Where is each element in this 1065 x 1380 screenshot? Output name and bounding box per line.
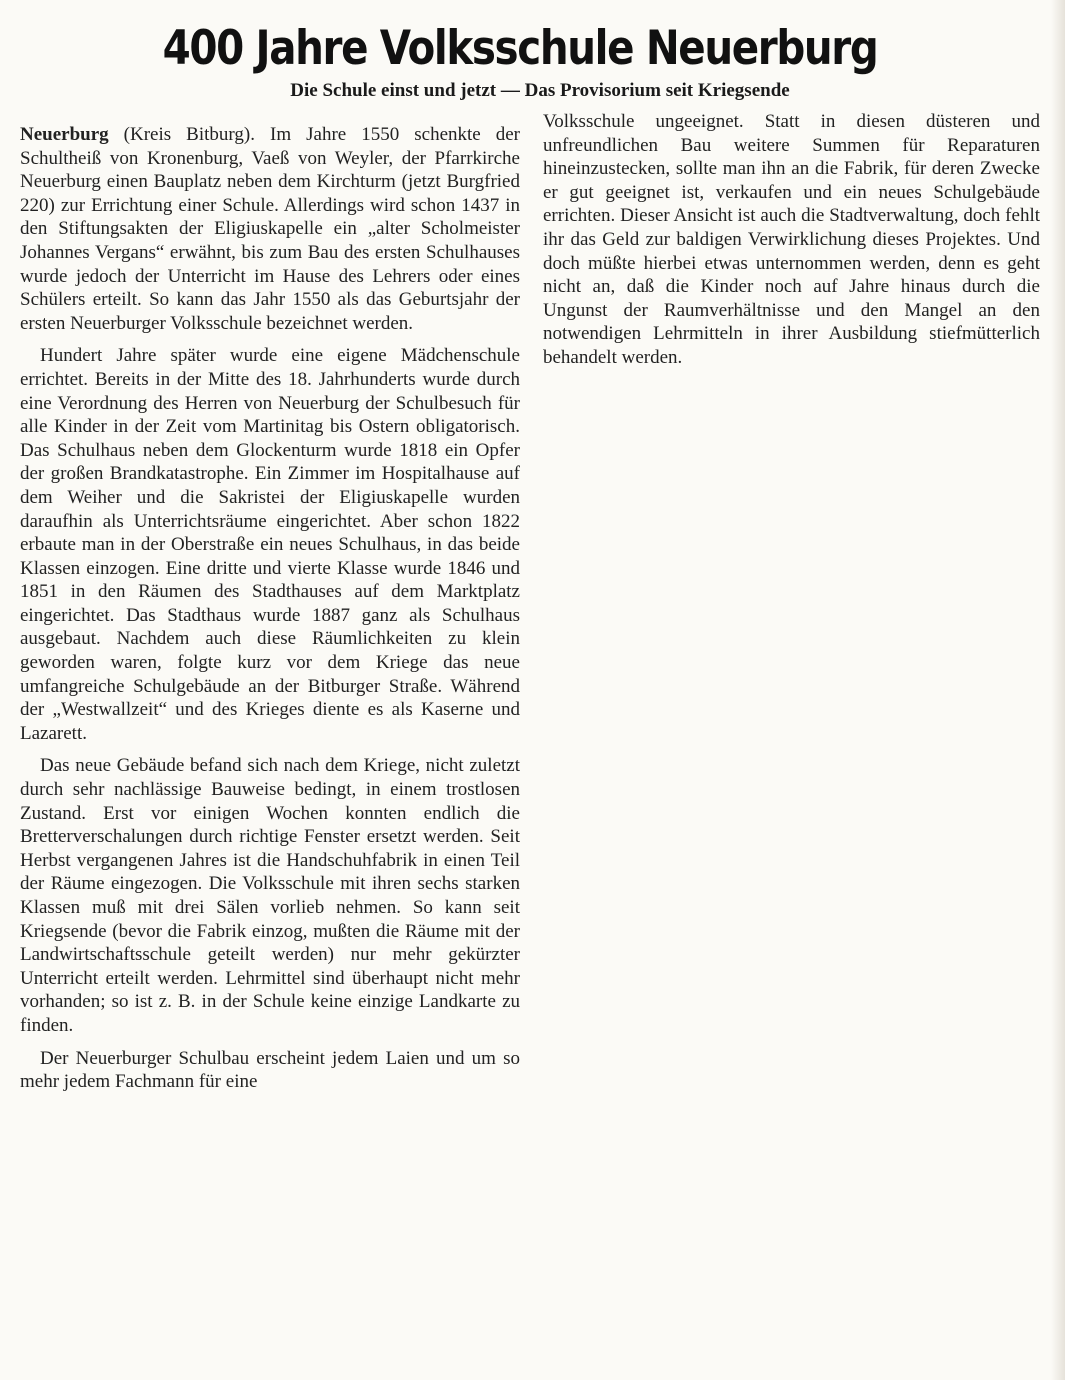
paper-edge	[1051, 0, 1065, 1380]
article-paragraph-4-continued: Volksschule ungeeignet. Statt in diesen düsteren und unfreundlichen Bau weitere Summen für Reparaturen hineinzustecken, sollte man ihn an die Fabrik, für deren Zwecke er gut geeignet ist, verkaufen und ein neues Schulgebäude errichten. Dieser Ansicht ist auch die Stadtverwaltung, doch fehlt ihr das Geld zur baldigen Verwirklichung dieses Projektes. Und doch müßte hierbei etwas unternommen werden, denn es geht nicht an, daß die Kinder noch auf Jahre hinaus durch die Ungunst der Raumverhältnisse und den Mangel an den notwendigen Lehrmitteln in ihrer Ausbildung stiefmütterlich behandelt werden.	[543, 111, 1040, 368]
article-paragraph-3: Das neue Gebäude befand sich nach dem Kriege, nicht zuletzt durch sehr nachlässige Bauweise bedingt, in einem trostlosen Zustand. Erst vor einigen Wochen konnten endlich die Bretterverschalungen durch richtige Fenster ersetzt werden. Seit Herbst vergangenen Jahres ist die Handschuhfabrik in einen Teil der Räume eingezogen. Die Volksschule mit ihren sechs starken Klassen muß mit drei Sälen vorlieb nehmen. So kann seit Kriegsende (bevor die Fabrik einzog, mußten die Räume mit der Landwirtschaftsschule geteilt werden) nur mehr gekürzter Unterricht erteilt werden. Lehrmittel sind überhaupt nicht mehr vorhanden; so ist z. B. in der Schule keine einzige Landkarte zu finden.	[20, 755, 520, 1036]
dateline-place: Neuerburg	[20, 124, 109, 145]
article-subheadline: Die Schule einst und jetzt — Das Provisorium seit Kriegsende	[290, 80, 790, 101]
article-paragraph-1	[20, 123, 520, 335]
article-headline: 400 Jahre Volksschule Neuerburg	[162, 21, 878, 76]
article-column-left	[20, 123, 520, 1103]
article-column-right	[543, 110, 1040, 379]
article-paragraph-2: Hundert Jahre später wurde eine eigene Mädchenschule errichtet. Bereits in der Mitte des 18. Jahrhunderts wurde durch eine Verordnung des Herren von Neuerburg der Schulbesuch für alle Kinder in der Zeit vom Martinitag bis Ostern obligatorisch. Das Schulhaus neben dem Glockenturm wurde 1818 ein Opfer der großen Brandkatastrophe. Ein Zimmer im Hospitalhause auf dem Weiher und die Sakristei der Eligiuskapelle wurden daraufhin als Unterrichtsräume eingerichtet. Aber schon 1822 erbaute man in der Oberstraße ein neues Schulhaus, in das beide Klassen einzogen. Eine dritte und vierte Klasse wurde 1846 und 1851 in den Räumen des Stadthauses auf dem Marktplatz eingerichtet. Das Stadthaus wurde 1887 ganz als Schulhaus ausgebaut. Nachdem auch diese Räumlichkeiten zu klein geworden waren, folgte kurz vor dem Kriege das neue umfangreiche Schulgebäude an der Bitburger Straße. Während der „Westwallzeit“ und des Krieges diente es als Kaserne und Lazarett.	[20, 345, 520, 744]
article-paragraph-4: Der Neuerburger Schulbau erscheint jedem Laien und um so mehr jedem Fachmann für eine	[20, 1047, 520, 1093]
paragraph-1-text: (Kreis Bitburg). Im Jahre 1550 schenkte der Schultheiß von Kronenburg, Vaeß von Weyler, der Pfarrkirche Neuerburg einen Bauplatz neben dem Kirchturm (jetzt Burgfried 220) zur Errichtung einer Schule. Allerdings wird schon 1437 in den Stiftungsakten der Eligiuskapelle ein „alter Scholmeister Johannes Vergans“ erwähnt, bis zum Bau des ersten Schulhauses wurde jedoch der Unterricht im Hause des Lehrers oder eines Schülers erteilt. So kann das Jahr 1550 als das Geburtsjahr der ersten Neuerburger Volksschule bezeichnet werden.	[20, 124, 520, 334]
